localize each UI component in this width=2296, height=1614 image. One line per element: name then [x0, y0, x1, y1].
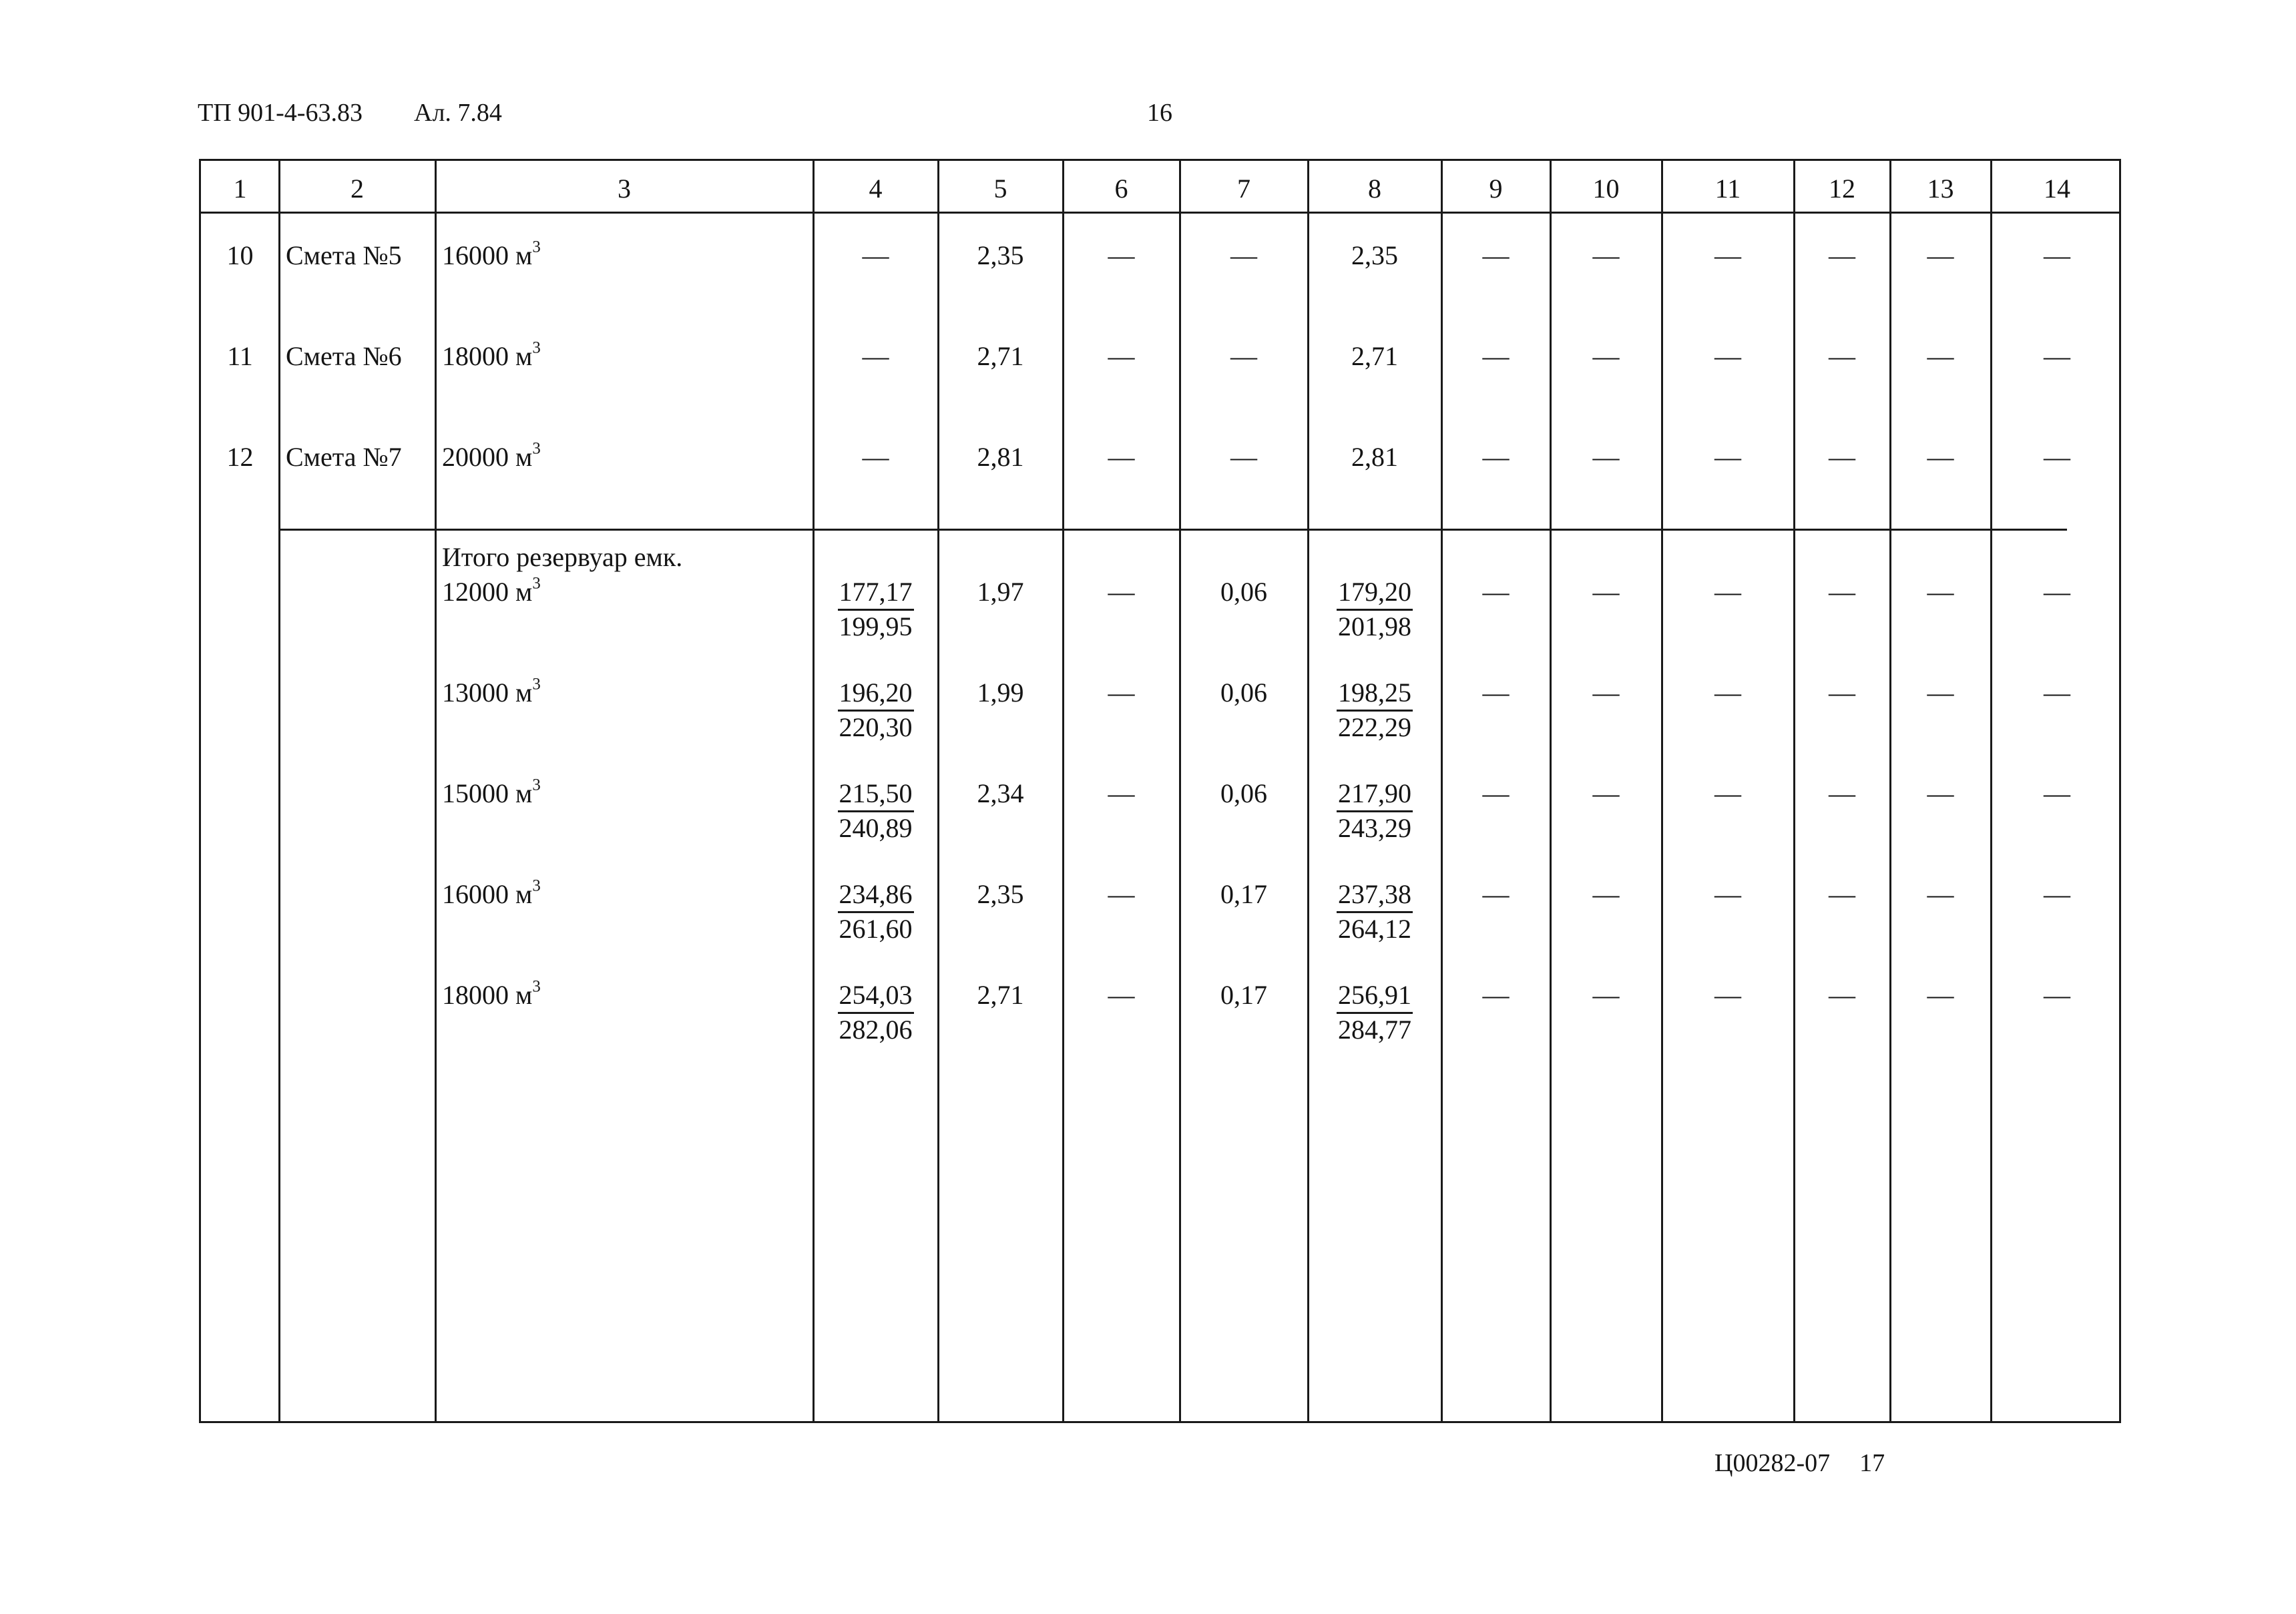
col6-value: —: [1108, 577, 1135, 607]
row-number: 12: [226, 442, 254, 472]
column-number-header: 14: [2044, 174, 2070, 204]
fraction-numerator: 234,86: [838, 878, 914, 913]
empty-dash: —: [1927, 778, 1954, 808]
empty-dash: —: [1714, 778, 1741, 808]
totals-volume-cell: [442, 876, 541, 909]
column-number-header: 12: [1829, 174, 1855, 204]
column-divider: [1307, 161, 1309, 1421]
column-number-header: 4: [869, 174, 883, 204]
col4-value: —: [862, 341, 889, 371]
empty-dash: —: [1592, 240, 1620, 270]
empty-dash: —: [1714, 678, 1741, 708]
column-divider: [937, 161, 939, 1421]
fraction: [1337, 677, 1413, 744]
column-number-header: 11: [1714, 174, 1741, 204]
column-number-header: 7: [1237, 174, 1250, 204]
empty-dash: —: [1714, 442, 1741, 472]
col4-value: —: [862, 442, 889, 472]
col8-fraction: [1337, 576, 1413, 643]
totals-volume-cell: [442, 977, 541, 1010]
col4-fraction: [838, 576, 914, 643]
col6-value: —: [1108, 879, 1135, 909]
empty-dash: —: [1714, 879, 1741, 909]
empty-dash: —: [1592, 879, 1620, 909]
empty-dash: —: [2044, 678, 2070, 708]
cubic-exponent: 3: [532, 977, 541, 996]
fraction-numerator: 196,20: [838, 677, 914, 712]
col6-value: —: [1108, 778, 1135, 808]
volume-value: 20000 м: [442, 442, 533, 472]
col4-fraction: [838, 979, 914, 1047]
col7-value: —: [1230, 240, 1257, 270]
estimate-name: Смета №7: [286, 442, 402, 472]
cubic-exponent: 3: [532, 776, 541, 794]
footer: [1714, 1448, 1885, 1478]
empty-dash: —: [2044, 577, 2070, 607]
fraction-denominator: 199,95: [839, 611, 913, 641]
column-divider: [1441, 161, 1443, 1421]
empty-dash: —: [1927, 442, 1954, 472]
column-number-header: 6: [1114, 174, 1128, 204]
cubic-exponent: 3: [532, 876, 541, 895]
fraction-denominator: 264,12: [1338, 913, 1411, 944]
column-divider: [1889, 161, 1891, 1421]
volume-value: 16000 м: [442, 879, 533, 909]
col8-value: 2,81: [1351, 442, 1398, 472]
column-divider: [1661, 161, 1663, 1421]
empty-dash: —: [1482, 778, 1510, 808]
empty-dash: —: [2044, 778, 2070, 808]
fraction-numerator: 254,03: [838, 979, 914, 1014]
col6-value: —: [1108, 442, 1135, 472]
column-divider: [1179, 161, 1181, 1421]
fraction-numerator: 198,25: [1337, 677, 1413, 712]
col5-value: 2,34: [977, 778, 1024, 808]
column-number-header: 13: [1927, 174, 1954, 204]
header-rule: [201, 212, 2119, 214]
footer-doc-code: Ц00282-07: [1714, 1449, 1831, 1477]
empty-dash: —: [1927, 240, 1954, 270]
fraction-denominator: 282,06: [839, 1014, 913, 1045]
column-divider: [1990, 161, 1992, 1421]
fraction-numerator: 237,38: [1337, 878, 1413, 913]
volume-value: 18000 м: [442, 980, 533, 1010]
totals-separator-rule: [279, 529, 2067, 531]
column-divider: [813, 161, 815, 1421]
fraction-numerator: 215,50: [838, 778, 914, 812]
estimate-name: Смета №6: [286, 341, 402, 371]
fraction-numerator: 179,20: [1337, 576, 1413, 611]
fraction-numerator: 177,17: [838, 576, 914, 611]
cubic-exponent: 3: [532, 238, 541, 256]
album-number: Ал. 7.84: [414, 99, 502, 127]
col8-value: 2,35: [1351, 240, 1398, 270]
volume-cell: [442, 439, 541, 472]
totals-volume-cell: [442, 574, 541, 607]
fraction-denominator: 222,29: [1338, 712, 1411, 742]
col7-value: 0,17: [1220, 980, 1267, 1010]
empty-dash: —: [2044, 879, 2070, 909]
row-number: 10: [226, 240, 254, 270]
empty-dash: —: [2044, 341, 2070, 371]
empty-dash: —: [1482, 240, 1510, 270]
col5-value: 2,71: [977, 341, 1024, 371]
col6-value: —: [1108, 240, 1135, 270]
col8-fraction: [1337, 778, 1413, 845]
fraction: [838, 979, 914, 1047]
empty-dash: —: [1482, 577, 1510, 607]
column-number-header: 8: [1368, 174, 1381, 204]
totals-heading: Итого резервуар емк.: [442, 542, 683, 572]
col7-value: 0,06: [1220, 577, 1267, 607]
empty-dash: —: [1927, 341, 1954, 371]
empty-dash: —: [2044, 442, 2070, 472]
empty-dash: —: [1927, 678, 1954, 708]
empty-dash: —: [1829, 442, 1855, 472]
estimate-table: [199, 159, 2121, 1423]
volume-cell: [442, 338, 541, 371]
volume-value: 12000 м: [442, 577, 533, 607]
col5-value: 2,71: [977, 980, 1024, 1010]
col4-value: —: [862, 240, 889, 270]
fraction: [838, 576, 914, 643]
col5-value: 2,35: [977, 879, 1024, 909]
empty-dash: —: [1829, 577, 1855, 607]
empty-dash: —: [1482, 980, 1510, 1010]
row-number: 11: [227, 341, 253, 371]
column-number-header: 10: [1592, 174, 1620, 204]
col8-value: 2,71: [1351, 341, 1398, 371]
column-divider: [278, 161, 280, 1421]
column-number-header: 5: [993, 174, 1007, 204]
column-number-header: 2: [351, 174, 364, 204]
fraction: [838, 677, 914, 744]
empty-dash: —: [1592, 980, 1620, 1010]
fraction-denominator: 261,60: [839, 913, 913, 944]
totals-volume-cell: [442, 776, 541, 808]
empty-dash: —: [1714, 341, 1741, 371]
empty-dash: —: [1592, 678, 1620, 708]
empty-dash: —: [1482, 678, 1510, 708]
volume-value: 13000 м: [442, 678, 533, 708]
empty-dash: —: [2044, 980, 2070, 1010]
empty-dash: —: [1829, 678, 1855, 708]
volume-value: 18000 м: [442, 341, 533, 371]
col8-fraction: [1337, 677, 1413, 744]
col4-fraction: [838, 778, 914, 845]
volume-value: 15000 м: [442, 778, 533, 808]
col6-value: —: [1108, 341, 1135, 371]
col6-value: —: [1108, 678, 1135, 708]
col5-value: 1,99: [977, 678, 1024, 708]
empty-dash: —: [1829, 240, 1855, 270]
col7-value: 0,06: [1220, 778, 1267, 808]
col4-fraction: [838, 677, 914, 744]
document-code: ТП 901-4-63.83: [198, 99, 363, 127]
empty-dash: —: [1592, 442, 1620, 472]
fraction-denominator: 284,77: [1338, 1014, 1411, 1045]
col7-value: 0,17: [1220, 879, 1267, 909]
fraction-numerator: 256,91: [1337, 979, 1413, 1014]
empty-dash: —: [1592, 778, 1620, 808]
empty-dash: —: [1482, 879, 1510, 909]
column-number-header: 3: [618, 174, 631, 204]
fraction-denominator: 220,30: [839, 712, 913, 742]
volume-cell: [442, 238, 541, 270]
col6-value: —: [1108, 980, 1135, 1010]
fraction-denominator: 240,89: [839, 812, 913, 843]
page-number: 16: [1147, 99, 1172, 127]
empty-dash: —: [1482, 341, 1510, 371]
empty-dash: —: [2044, 240, 2070, 270]
col5-value: 2,35: [977, 240, 1024, 270]
fraction-denominator: 201,98: [1338, 611, 1411, 641]
column-divider: [435, 161, 437, 1421]
footer-sheet-number: 17: [1859, 1449, 1885, 1477]
empty-dash: —: [1592, 577, 1620, 607]
empty-dash: —: [1829, 879, 1855, 909]
empty-dash: —: [1592, 341, 1620, 371]
fraction: [1337, 576, 1413, 643]
estimate-name: Смета №5: [286, 240, 402, 270]
empty-dash: —: [1927, 879, 1954, 909]
fraction-denominator: 243,29: [1338, 812, 1411, 843]
column-number-header: 1: [233, 174, 247, 204]
empty-dash: —: [1714, 980, 1741, 1010]
column-divider: [1550, 161, 1552, 1421]
col8-fraction: [1337, 878, 1413, 946]
col4-fraction: [838, 878, 914, 946]
col7-value: —: [1230, 341, 1257, 371]
col7-value: —: [1230, 442, 1257, 472]
empty-dash: —: [1927, 577, 1954, 607]
cubic-exponent: 3: [532, 338, 541, 357]
column-divider: [1062, 161, 1064, 1421]
empty-dash: —: [1482, 442, 1510, 472]
column-number-header: 9: [1489, 174, 1503, 204]
empty-dash: —: [1829, 980, 1855, 1010]
empty-dash: —: [1829, 778, 1855, 808]
empty-dash: —: [1714, 577, 1741, 607]
totals-volume-cell: [442, 675, 541, 708]
fraction-numerator: 217,90: [1337, 778, 1413, 812]
empty-dash: —: [1829, 341, 1855, 371]
volume-value: 16000 м: [442, 240, 533, 270]
column-divider: [1793, 161, 1795, 1421]
cubic-exponent: 3: [532, 439, 541, 458]
fraction: [1337, 878, 1413, 946]
empty-dash: —: [1927, 980, 1954, 1010]
fraction: [838, 878, 914, 946]
cubic-exponent: 3: [532, 574, 541, 593]
fraction: [1337, 778, 1413, 845]
col5-value: 2,81: [977, 442, 1024, 472]
fraction: [1337, 979, 1413, 1047]
empty-dash: —: [1714, 240, 1741, 270]
col7-value: 0,06: [1220, 678, 1267, 708]
col5-value: 1,97: [977, 577, 1024, 607]
cubic-exponent: 3: [532, 675, 541, 694]
fraction: [838, 778, 914, 845]
col8-fraction: [1337, 979, 1413, 1047]
